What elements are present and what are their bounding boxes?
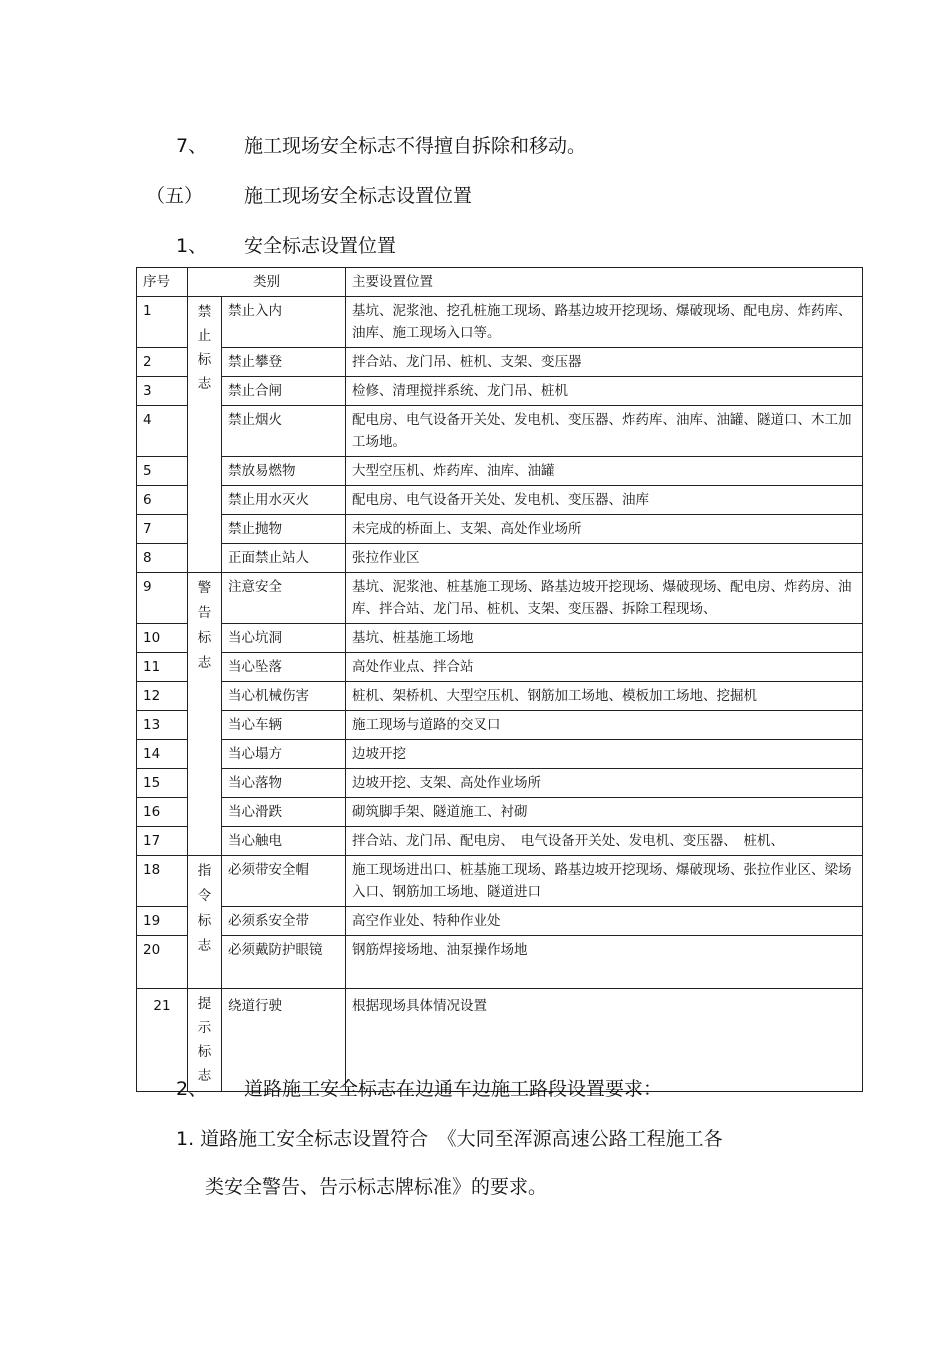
row-sign-name: 禁止攀登 [222,348,346,377]
item-number: 1、 [176,235,208,257]
table-row [137,827,863,856]
table-row [137,856,863,907]
table-row [137,711,863,740]
sign-location-table [136,267,863,1092]
row-index: 5 [137,457,188,486]
row-sign-name: 正面禁止站人 [222,544,346,573]
row-location: 未完成的桥面上、支架、高处作业场所 [346,515,863,544]
row-location: 边坡开挖 [346,740,863,769]
header-category: 类别 [188,268,346,297]
table-row [137,740,863,769]
row-index: 1 [137,297,188,348]
row-sign-name: 禁止烟火 [222,406,346,457]
row-sign-name: 必须戴防护眼镜 [222,936,346,989]
row-location: 桩机、架桥机、大型空压机、钢筋加工场地、模板加工场地、挖掘机 [346,682,863,711]
row-sign-name: 必须带安全帽 [222,856,346,907]
section-number: （五） [146,185,204,207]
row-index: 16 [137,798,188,827]
row-index: 3 [137,377,188,406]
row-location: 检修、清理搅拌系统、龙门吊、桩机 [346,377,863,406]
table-row [137,936,863,989]
row-index: 21 [137,989,188,1092]
row-location: 根据现场具体情况设置 [346,989,863,1092]
row-sign-name: 当心坑洞 [222,624,346,653]
row-sign-name: 禁止合闸 [222,377,346,406]
row-location: 钢筋焊接场地、油泵操作场地 [346,936,863,989]
category-prohibit [188,297,222,406]
item-text: 道路施工安全标志在边通车边施工路段设置要求： [244,1078,663,1100]
table-row [137,486,863,515]
table-row [137,907,863,936]
category-label: 禁止标志 [197,304,212,392]
table-row [137,653,863,682]
row-location: 配电房、电气设备开关处、发电机、变压器、油库 [346,486,863,515]
table-row [137,457,863,486]
table-row [137,406,863,457]
row-location: 施工现场进出口、桩基施工现场、路基边坡开挖现场、爆破现场、张拉作业区、梁场入口、钢筋加工场地、隧道进口 [346,856,863,907]
table-row [137,348,863,377]
row-location: 拌合站、龙门吊、桩机、支架、变压器 [346,348,863,377]
row-location: 配电房、电气设备开关处、发电机、变压器、炸药库、油库、油罐、隧道口、木工加工场地。 [346,406,863,457]
header-index: 序号 [137,268,188,297]
table-row [137,682,863,711]
row-location: 大型空压机、炸药库、油库、油罐 [346,457,863,486]
row-location: 高空作业处、特种作业处 [346,907,863,936]
row-index: 8 [137,544,188,573]
table-header-row [137,268,863,297]
row-sign-name: 当心机械伤害 [222,682,346,711]
row-location: 基坑、泥浆池、挖孔桩施工现场、路基边坡开挖现场、爆破现场、配电房、炸药库、油库、施工现场入口等。 [346,297,863,348]
row-location: 边坡开挖、支架、高处作业场所 [346,769,863,798]
requirement-1-line2: 类安全警告、告示标志牌标准》的要求。 [205,1176,548,1198]
table-row [137,297,863,348]
row-sign-name: 禁止用水灭火 [222,486,346,515]
category-label: 警告标志 [197,580,212,671]
row-index: 19 [137,907,188,936]
row-sign-name: 禁止入内 [222,297,346,348]
header-location: 主要设置位置 [346,268,863,297]
row-location: 高处作业点、拌合站 [346,653,863,682]
row-index: 6 [137,486,188,515]
row-index: 18 [137,856,188,907]
row-index: 9 [137,573,188,624]
table-row [137,573,863,624]
row-sign-name: 必须系安全带 [222,907,346,936]
row-index: 14 [137,740,188,769]
row-sign-name: 当心落物 [222,769,346,798]
row-location: 砌筑脚手架、隧道施工、衬砌 [346,798,863,827]
requirement-1-line1: 1. 道路施工安全标志设置符合 《大同至浑源高速公路工程施工各 [176,1128,723,1150]
row-location: 拌合站、龙门吊、配电房、 电气设备开关处、发电机、变压器、 桩机、 [346,827,863,856]
section-title: 施工现场安全标志设置位置 [244,185,473,207]
row-sign-name: 绕道行驶 [222,989,346,1092]
item-text: 施工现场安全标志不得擅自拆除和移动。 [244,135,587,157]
row-index: 11 [137,653,188,682]
row-index: 7 [137,515,188,544]
row-sign-name: 禁放易燃物 [222,457,346,486]
item-text: 安全标志设置位置 [244,235,397,257]
table-row [137,377,863,406]
row-sign-name: 注意安全 [222,573,346,624]
table-row [137,798,863,827]
row-index: 15 [137,769,188,798]
row-index: 20 [137,936,188,989]
row-sign-name: 当心滑跌 [222,798,346,827]
row-location: 张拉作业区 [346,544,863,573]
row-index: 12 [137,682,188,711]
row-sign-name: 禁止抛物 [222,515,346,544]
row-location: 基坑、泥浆池、桩基施工现场、路基边坡开挖现场、爆破现场、配电房、炸药房、油库、拌合站、龙门吊、桩机、支架、变压器、拆除工程现场、 [346,573,863,624]
row-location: 基坑、桩基施工场地 [346,624,863,653]
row-index: 17 [137,827,188,856]
table-row [137,624,863,653]
category-warning [188,573,222,856]
row-index: 13 [137,711,188,740]
row-location: 施工现场与道路的交叉口 [346,711,863,740]
table-row [137,544,863,573]
row-index: 10 [137,624,188,653]
row-sign-name: 当心坠落 [222,653,346,682]
row-sign-name: 当心塌方 [222,740,346,769]
table-row [137,769,863,798]
category-label: 指令标志 [197,863,212,954]
row-index: 2 [137,348,188,377]
row-index: 4 [137,406,188,457]
category-prohibit-cont [188,406,222,573]
item-number: 2、 [176,1078,208,1100]
table-row [137,515,863,544]
row-sign-name: 当心车辆 [222,711,346,740]
category-instruct [188,856,222,989]
item-number: 7、 [176,135,208,157]
row-sign-name: 当心触电 [222,827,346,856]
category-label: 提示标志 [197,996,212,1084]
